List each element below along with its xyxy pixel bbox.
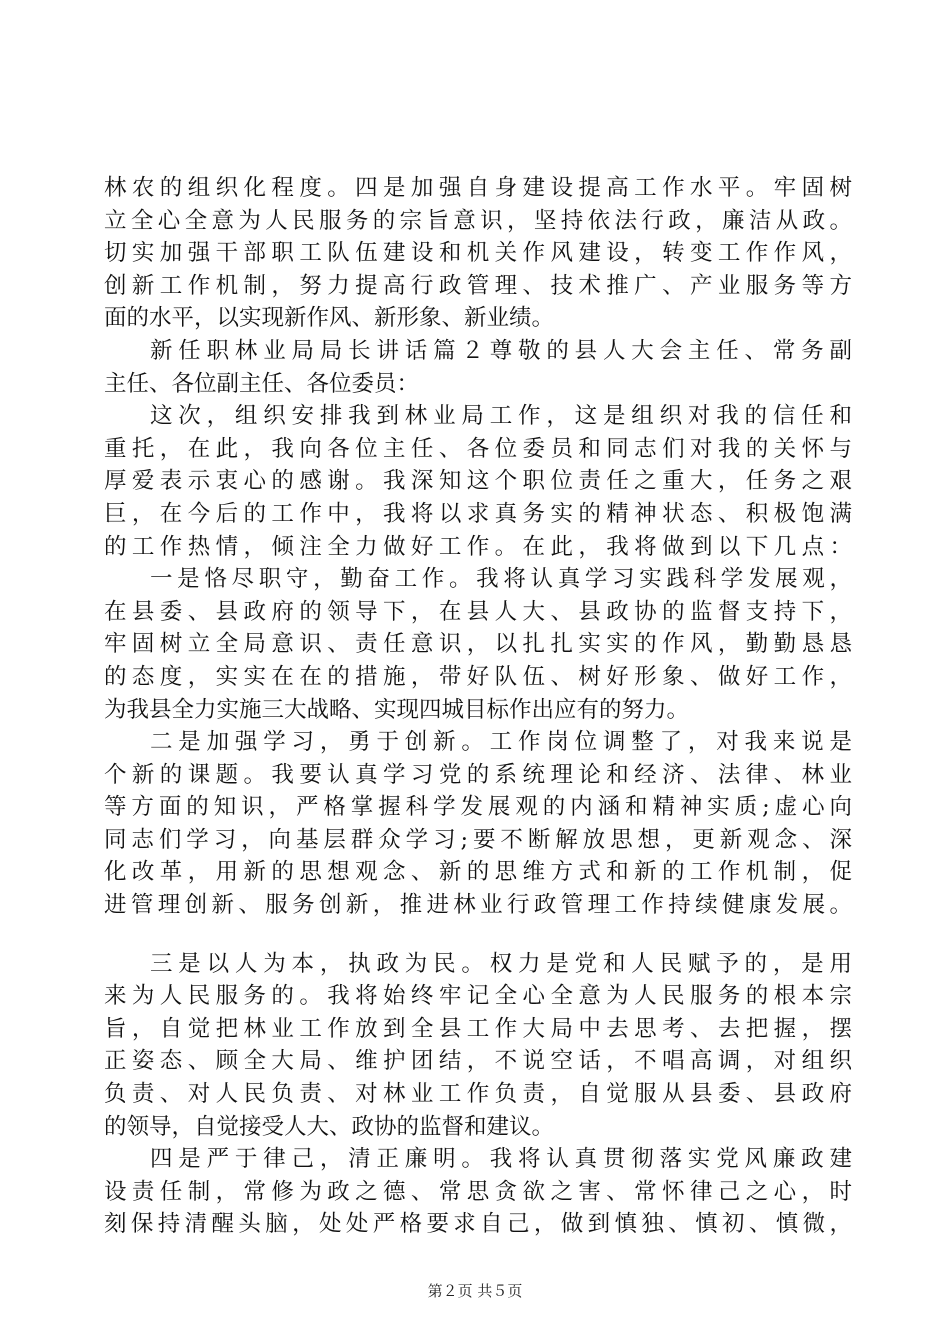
text-line: 负责、对人民负责、对林业工作负责，自觉服从县委、县政府: [104, 1081, 852, 1108]
paragraph-point-three: [104, 948, 852, 1144]
text-line: 林农的组织化程度。四是加强自身建设提高工作水平。牢固树: [104, 175, 852, 201]
text-line: 三是以人为本，执政为民。权力是党和人民赋予的，是用: [150, 950, 852, 977]
text-line: 巨，在今后的工作中，我将以求真务实的精神状态、积极饱满: [104, 500, 852, 527]
text-line: 二是加强学习，勇于创新。工作岗位调整了，对我来说是: [150, 729, 852, 756]
text-line: 刻保持清醒头脑，处处严格要求自己，做到慎独、慎初、慎微，: [104, 1211, 852, 1238]
text-line: 四是严于律己，清正廉明。我将认真贯彻落实党风廉政建: [150, 1146, 852, 1173]
text-line: 立全心全意为人民服务的宗旨意识，坚持依法行政，廉洁从政。: [104, 207, 852, 234]
text-line: 进管理创新、服务创新，推进林业行政管理工作持续健康发展。: [104, 892, 852, 919]
text-line: 这次，组织安排我到林业局工作，这是组织对我的信任和: [150, 403, 852, 430]
text-line: 的态度，实实在在的措施，带好队伍、树好形象、做好工作，: [104, 663, 852, 690]
text-line: 为我县全力实施三大战略、实现四城目标作出应有的努力。: [104, 696, 690, 723]
text-line: 切实加强干部职工队伍建设和机关作风建设，转变工作作风，: [104, 240, 852, 267]
text-line: 同志们学习，向基层群众学习;要不断解放思想，更新观念、深: [104, 826, 852, 853]
text-line: 的领导，自觉接受人大、政协的监督和建议。: [104, 1113, 555, 1140]
text-line: 的工作热情，倾注全力做好工作。在此，我将做到以下几点：: [104, 533, 852, 560]
document-body: [104, 172, 852, 1241]
text-line: 面的水平，以实现新作风、新形象、新业绩。: [104, 305, 555, 332]
paragraph-continuation: [104, 172, 852, 335]
paragraph-point-one: [104, 563, 852, 726]
paragraph-article-title: [104, 335, 852, 400]
text-line: 正姿态、顾全大局、维护团结，不说空话，不唱高调，对组织: [104, 1048, 852, 1075]
paragraph-intro: [104, 400, 852, 563]
page-number-footer: 第２页 共５页: [427, 1282, 523, 1300]
text-line: 创新工作机制，努力提高行政管理、技术推广、产业服务等方: [104, 272, 852, 299]
text-line: 新任职林业局局长讲话篇２尊敬的县人大会主任、常务副: [150, 337, 852, 364]
text-line: 重托，在此，我向各位主任、各位委员和同志们对我的关怀与: [104, 435, 852, 462]
text-line: 主任、各位副主任、各位委员：: [104, 370, 420, 397]
text-line: 个新的课题。我要认真学习党的系统理论和经济、法律、林业: [104, 761, 852, 788]
text-line: 在县委、县政府的领导下，在县人大、县政协的监督支持下，: [104, 598, 852, 625]
text-line: 来为人民服务的。我将始终牢记全心全意为人民服务的根本宗: [104, 983, 852, 1010]
text-line: 等方面的知识，严格掌握科学发展观的内涵和精神实质;虚心向: [104, 794, 852, 821]
text-line: 牢固树立全局意识、责任意识，以扎扎实实的作风，勤勤恳恳: [104, 631, 852, 658]
text-line: 一是恪尽职守，勤奋工作。我将认真学习实践科学发展观，: [150, 566, 852, 593]
text-line: 旨，自觉把林业工作放到全县工作大局中去思考、去把握，摆: [104, 1015, 852, 1042]
paragraph-point-two: [104, 726, 852, 922]
text-line: 厚爱表示衷心的感谢。我深知这个职位责任之重大，任务之艰: [104, 468, 852, 495]
paragraph-point-four: [104, 1143, 852, 1241]
text-line: 设责任制，常修为政之德、常思贪欲之害、常怀律己之心，时: [104, 1178, 852, 1205]
paragraph-gap: [104, 922, 852, 948]
text-line: 化改革，用新的思想观念、新的思维方式和新的工作机制，促: [104, 859, 852, 886]
